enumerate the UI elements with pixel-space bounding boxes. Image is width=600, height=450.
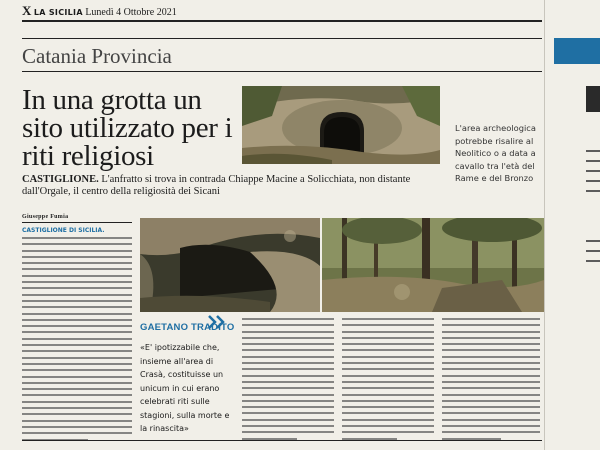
woodland-photo (322, 218, 544, 312)
byline: Giuseppe Fumia (22, 214, 69, 220)
masthead-mark: X (22, 3, 32, 18)
quote-text: «E' ipotizzabile che, insieme all'area di Crasà, costituisse un unicum in cui erano celebrati riti sulle stagioni, sulla morte e la rinascita» (140, 343, 230, 433)
body-column-1 (22, 227, 132, 445)
lead-text: L'anfratto si trova in contrada Chiappe Macine a Solicchiata, non distante dall'Orgale, il centro della religiosità dei Sicani (22, 174, 411, 197)
body-column-2 (242, 318, 334, 444)
page-header (22, 3, 177, 19)
pull-quote (140, 322, 236, 436)
page-gutter (544, 0, 545, 450)
cave-photo (242, 86, 440, 164)
lead-place: CASTIGLIONE. (22, 174, 99, 185)
cave-interior-photo (140, 218, 320, 312)
body-column-3 (342, 318, 434, 444)
header-rule (22, 20, 542, 22)
bottom-rule (22, 440, 542, 441)
section-rule-bottom (22, 71, 542, 72)
newspaper-name: LA SICILIA (33, 8, 83, 17)
lead-paragraph (22, 174, 447, 198)
headline: In una grotta un sito utilizzato per i riti religiosi (22, 84, 233, 172)
quote-speaker: GAETANO TRADITO (140, 322, 235, 333)
adjacent-page (546, 0, 600, 450)
byline-rule (22, 222, 132, 223)
issue-date: Lunedì 4 Ottobre 2021 (85, 7, 177, 18)
body-column-4 (442, 318, 540, 444)
section-title: Catania Provincia (22, 44, 172, 68)
photo-caption: L'area archeologica potrebbe risalire al Neolitico o a data a cavallo tra l'età del Rame e del Bronzo (455, 123, 536, 183)
section-rule-top (22, 38, 542, 39)
kicker: CASTIGLIONE DI SICILIA. (22, 227, 105, 234)
